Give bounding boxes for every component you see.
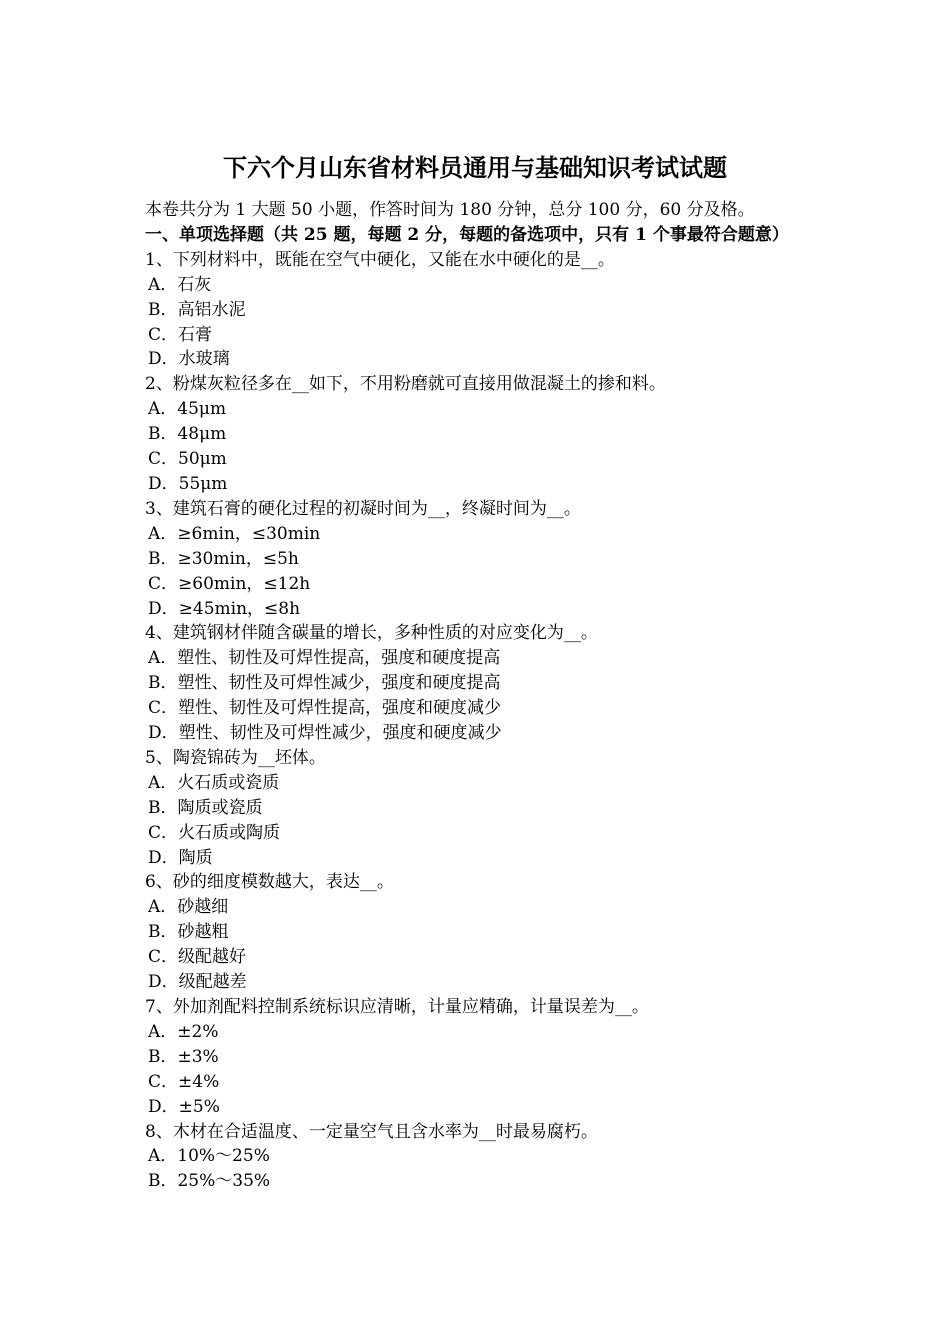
question-4 xyxy=(145,621,813,746)
question-text: 3、建筑石膏的硬化过程的初凝时间为__，终凝时间为__。 xyxy=(145,498,581,519)
question-text: 1、下列材料中，既能在空气中硬化，又能在水中硬化的是__。 xyxy=(145,249,615,270)
option-a: A．砂越细 xyxy=(148,897,229,918)
option-c: C．±4% xyxy=(148,1071,220,1092)
question-8 xyxy=(145,1120,813,1195)
question-text: 6、砂的细度模数越大，表达__。 xyxy=(145,872,394,893)
document-body xyxy=(145,198,813,1194)
option-b: B．砂越粗 xyxy=(148,922,229,943)
question-list xyxy=(145,248,813,1194)
question-text: 2、粉煤灰粒径多在__如下，不用粉磨就可直接用做混凝土的掺和料。 xyxy=(145,374,666,395)
option-d: D．陶质 xyxy=(148,847,213,868)
option-a: A．±2% xyxy=(148,1021,219,1042)
option-c: C．50μm xyxy=(148,449,227,470)
question-1 xyxy=(145,248,813,373)
question-text: 5、陶瓷锦砖为__坯体。 xyxy=(145,747,326,768)
option-b: B．塑性、韧性及可焊性减少，强度和硬度提高 xyxy=(148,673,501,694)
option-b: B．≥30min，≤5h xyxy=(148,548,299,569)
option-c: C．火石质或陶质 xyxy=(148,822,281,843)
option-d: D．级配越差 xyxy=(148,972,247,993)
option-c: C．塑性、韧性及可焊性提高，强度和硬度减少 xyxy=(148,698,502,719)
option-d: D．≥45min，≤8h xyxy=(148,598,301,619)
option-c: C．级配越好 xyxy=(148,947,247,968)
question-7 xyxy=(145,995,813,1120)
option-a: A．≥6min，≤30min xyxy=(148,523,321,544)
document-title: 下六个月山东省材料员通用与基础知识考试试题 xyxy=(223,153,727,182)
question-5 xyxy=(145,746,813,871)
option-b: B．高铝水泥 xyxy=(148,299,246,320)
exam-intro: 本卷共分为 1 大题 50 小题，作答时间为 180 分钟，总分 100 分，60 分及格。 xyxy=(145,200,755,220)
option-b: B．陶质或瓷质 xyxy=(148,797,263,818)
question-2 xyxy=(145,372,813,497)
section-heading: 一、单项选择题（共 25 题，每题 2 分，每题的备选项中，只有 1 个事最符合题意） xyxy=(145,224,789,245)
option-b: B．48μm xyxy=(148,424,227,445)
option-a: A．10%～25% xyxy=(148,1146,270,1167)
question-text: 4、建筑钢材伴随含碳量的增长，多种性质的对应变化为__。 xyxy=(145,623,598,644)
question-text: 8、木材在合适温度、一定量空气且含水率为__时最易腐朽。 xyxy=(145,1121,598,1142)
option-a: A．石灰 xyxy=(148,274,212,295)
option-d: D．水玻璃 xyxy=(148,349,230,370)
option-b: B．25%～35% xyxy=(148,1171,271,1192)
option-d: D．55μm xyxy=(148,473,228,494)
option-d: D．±5% xyxy=(148,1096,220,1117)
option-c: C．石膏 xyxy=(148,324,213,345)
option-a: A．45μm xyxy=(148,399,227,420)
question-3 xyxy=(145,497,813,622)
option-b: B．±3% xyxy=(148,1046,219,1067)
option-a: A．塑性、韧性及可焊性提高，强度和硬度提高 xyxy=(148,648,501,669)
option-c: C．≥60min，≤12h xyxy=(148,573,311,594)
question-6 xyxy=(145,870,813,995)
option-d: D．塑性、韧性及可焊性减少，强度和硬度减少 xyxy=(148,723,502,744)
question-text: 7、外加剂配料控制系统标识应清晰，计量应精确，计量误差为__。 xyxy=(145,997,649,1017)
option-a: A．火石质或瓷质 xyxy=(148,772,280,793)
